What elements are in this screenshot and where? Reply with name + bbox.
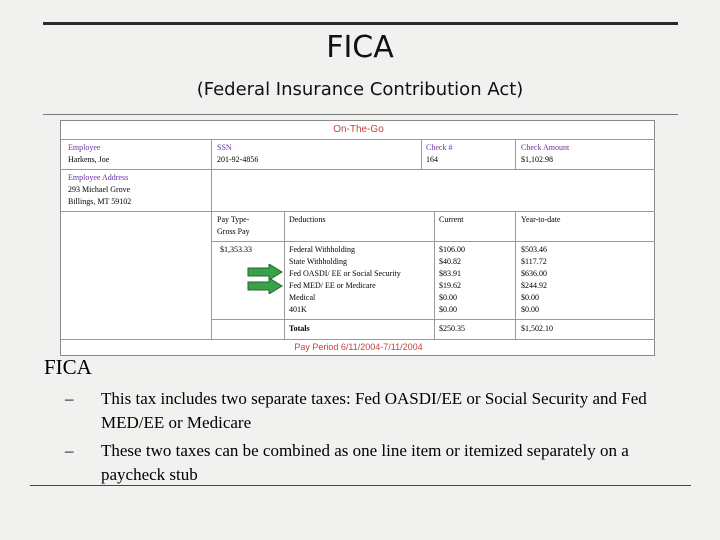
- right-arrow-icon: [247, 278, 283, 294]
- ssn-label: SSN: [217, 143, 232, 152]
- bullet-text: These two taxes can be combined as one line item or itemized separately on a paycheck stub: [101, 441, 629, 484]
- deduction-current-values: [439, 244, 465, 316]
- pay-period: Pay Period 6/11/2004-7/11/2004: [294, 342, 423, 352]
- deduction-name: 401K: [289, 305, 307, 314]
- bullet-item: [65, 387, 665, 435]
- grid-line: [61, 169, 655, 170]
- address-line-2: Billings, MT 59102: [68, 197, 132, 206]
- grid-line: [515, 139, 516, 169]
- bullet-marker: –: [65, 441, 74, 460]
- deduction-name: Fed OASDI/ EE or Social Security: [289, 269, 401, 278]
- top-rule: [43, 22, 678, 25]
- slide-title: FICA: [326, 30, 394, 65]
- deduction-ytd-values: [521, 244, 547, 316]
- deduction-ytd: $117.72: [521, 257, 547, 266]
- check-amount-label: Check Amount: [521, 143, 570, 152]
- bullet-item: [65, 439, 665, 487]
- grid-line: [211, 139, 212, 339]
- bullet-marker: –: [65, 389, 74, 408]
- gross-pay-value: $1,353.33: [220, 245, 252, 254]
- grid-line: [421, 139, 422, 169]
- grid-line: [284, 211, 285, 339]
- deduction-current: $19.62: [439, 281, 461, 290]
- address-cell: [68, 172, 131, 208]
- paycheck-stub: [60, 120, 655, 356]
- title-rule: [43, 114, 678, 115]
- address-line-1: 293 Michael Grove: [68, 185, 131, 194]
- check-number-value: 164: [426, 155, 438, 164]
- deduction-current: $0.00: [439, 305, 457, 314]
- ssn-value: 201-92-4856: [217, 155, 259, 164]
- deduction-current: $40.82: [439, 257, 461, 266]
- deduction-ytd: $636.00: [521, 269, 547, 278]
- address-label: Employee Address: [68, 173, 129, 182]
- grid-line: [211, 319, 655, 320]
- section-heading: FICA: [44, 355, 92, 379]
- deduction-ytd: $503.46: [521, 245, 547, 254]
- grid-line: [434, 211, 435, 339]
- grid-line: [515, 211, 516, 339]
- ssn-cell: [217, 142, 258, 166]
- grid-line: [211, 241, 655, 242]
- ytd-header: Year-to-date: [521, 215, 561, 224]
- deduction-name: Fed MED/ EE or Medicare: [289, 281, 376, 290]
- check-amount-value: $1,102.98: [521, 155, 553, 164]
- check-number-cell: [426, 142, 452, 166]
- grid-line: [61, 211, 655, 212]
- employee-cell: [68, 142, 109, 166]
- deduction-names: [289, 244, 401, 316]
- deduction-name: Federal Withholding: [289, 245, 355, 254]
- pay-type-label: Pay Type-: [217, 215, 250, 224]
- total-ytd: $1,502.10: [521, 324, 553, 333]
- grid-line: [61, 139, 655, 140]
- check-amount-cell: [521, 142, 569, 166]
- total-current: $250.35: [439, 324, 465, 333]
- deduction-current: $0.00: [439, 293, 457, 302]
- employee-label: Employee: [68, 143, 101, 152]
- bottom-rule: [30, 485, 691, 486]
- company-name: On-The-Go: [333, 124, 384, 135]
- bullet-text: This tax includes two separate taxes: Fed OASDI/EE or Social Security and Fed MED/EE or Medicare: [101, 389, 647, 432]
- employee-name: Harkens, Joe: [68, 155, 110, 164]
- deduction-ytd: $0.00: [521, 293, 539, 302]
- pay-type-cell: [217, 214, 250, 238]
- grid-line: [61, 339, 655, 340]
- gross-pay-label: Gross Pay: [217, 227, 250, 236]
- deduction-name: Medical: [289, 293, 316, 302]
- totals-label: Totals: [289, 324, 310, 333]
- deduction-name: State Withholding: [289, 257, 347, 266]
- deduction-ytd: $0.00: [521, 305, 539, 314]
- deduction-current: $83.91: [439, 269, 461, 278]
- slide-subtitle: (Federal Insurance Contribution Act): [196, 79, 524, 100]
- deductions-header: Deductions: [289, 215, 326, 224]
- deduction-current: $106.00: [439, 245, 465, 254]
- check-number-label: Check #: [426, 143, 453, 152]
- deduction-ytd: $244.92: [521, 281, 547, 290]
- current-header: Current: [439, 215, 464, 224]
